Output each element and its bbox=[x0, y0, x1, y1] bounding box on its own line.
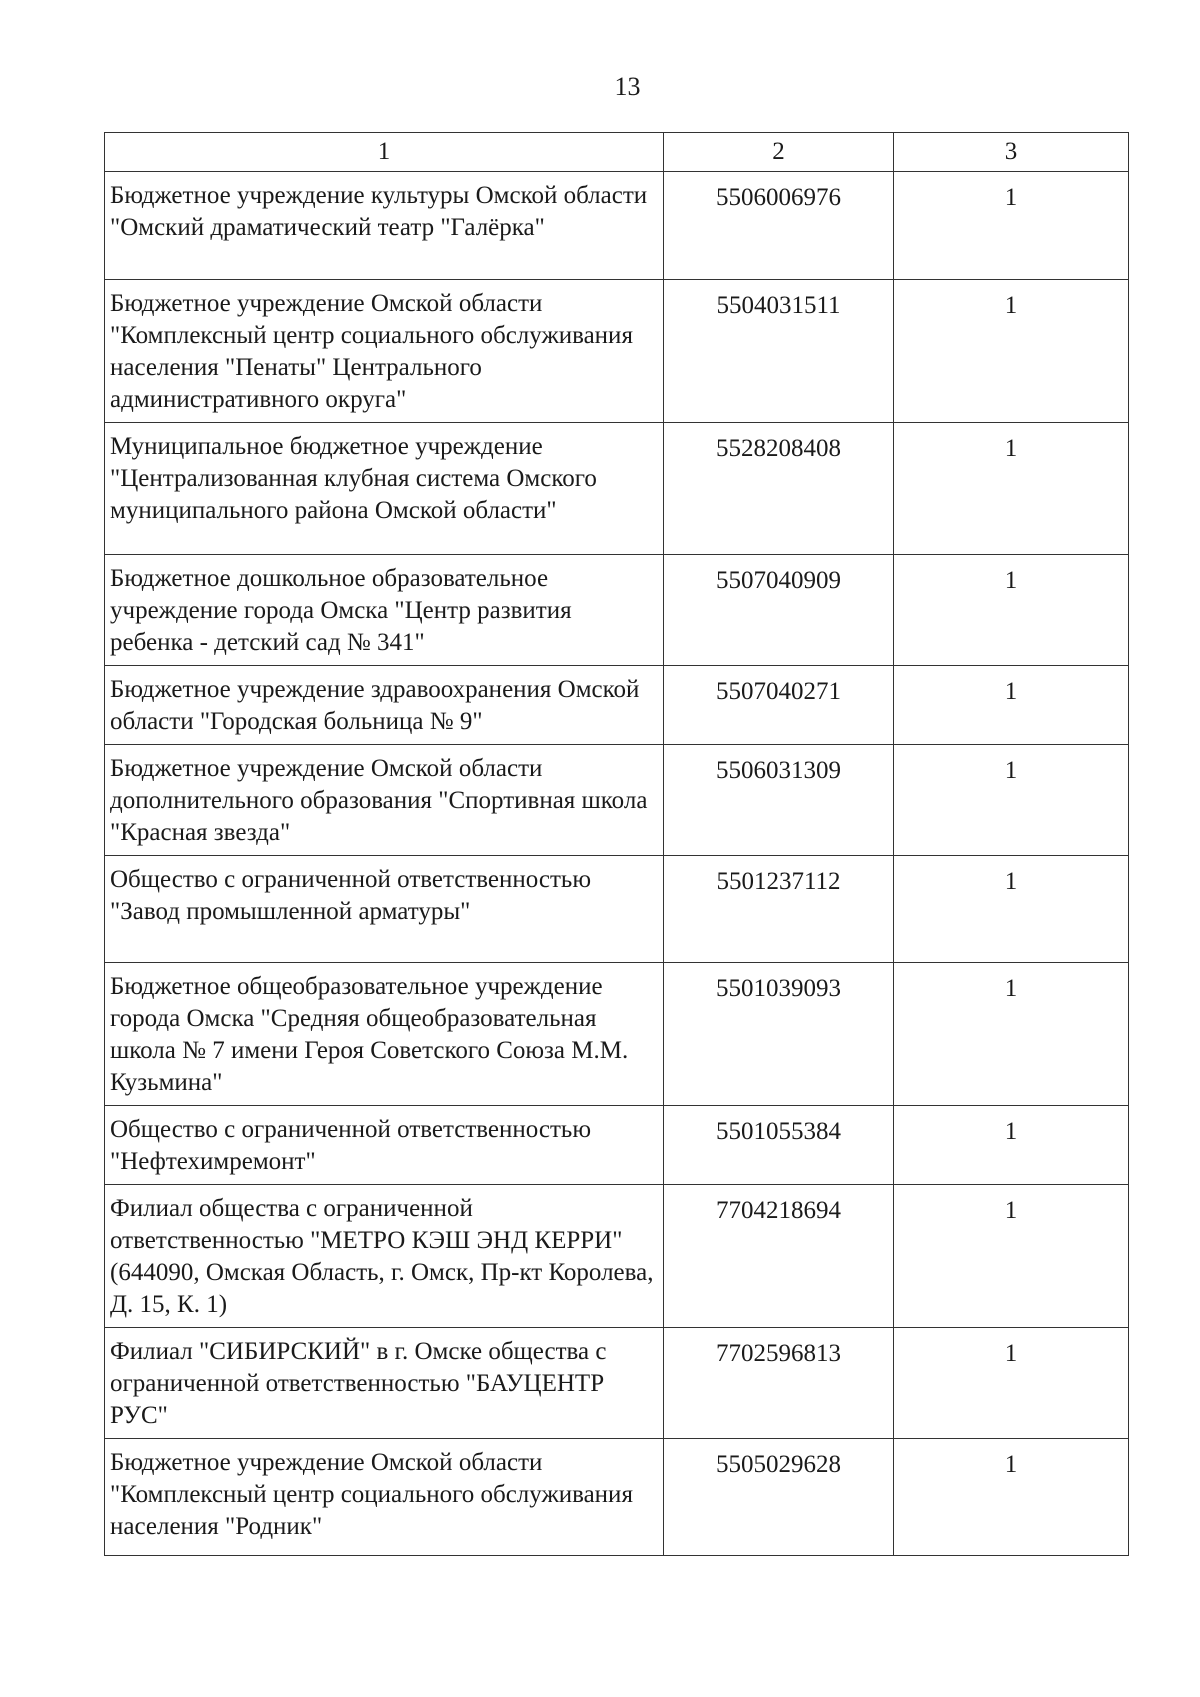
column-header-3: 3 bbox=[894, 133, 1129, 172]
table-row bbox=[105, 1439, 1129, 1556]
organization-inn: 7702596813 bbox=[664, 1328, 894, 1439]
quantity: 1 bbox=[894, 1439, 1129, 1556]
organization-name: Общество с ограниченной ответственностью "Завод промышленной арматуры" bbox=[105, 856, 664, 963]
table-row bbox=[105, 856, 1129, 963]
organization-name: Бюджетное учреждение Омской области дополнительного образования "Спортивная школа "Красная звезда" bbox=[105, 745, 664, 856]
organization-inn: 5507040909 bbox=[664, 555, 894, 666]
organization-name: Бюджетное учреждение Омской области "Комплексный центр социального обслуживания населения "Пенаты" Центрального административного округа" bbox=[105, 280, 664, 423]
table-row bbox=[105, 423, 1129, 555]
table-row bbox=[105, 280, 1129, 423]
table-row bbox=[105, 666, 1129, 745]
organization-name: Муниципальное бюджетное учреждение "Централизованная клубная система Омского муниципального района Омской области" bbox=[105, 423, 664, 555]
organization-inn: 5506006976 bbox=[664, 172, 894, 280]
quantity: 1 bbox=[894, 423, 1129, 555]
quantity: 1 bbox=[894, 1185, 1129, 1328]
table-row bbox=[105, 555, 1129, 666]
organization-inn: 5501039093 bbox=[664, 963, 894, 1106]
organization-name: Бюджетное учреждение Омской области "Комплексный центр социального обслуживания населения "Родник" bbox=[105, 1439, 664, 1556]
quantity: 1 bbox=[894, 745, 1129, 856]
organization-inn: 7704218694 bbox=[664, 1185, 894, 1328]
quantity: 1 bbox=[894, 280, 1129, 423]
table-row bbox=[105, 745, 1129, 856]
page-number: 13 bbox=[614, 72, 641, 101]
quantity: 1 bbox=[894, 963, 1129, 1106]
quantity: 1 bbox=[894, 1328, 1129, 1439]
organization-name: Бюджетное учреждение здравоохранения Омской области "Городская больница № 9" bbox=[105, 666, 664, 745]
organization-name: Филиал общества с ограниченной ответственностью "МЕТРО КЭШ ЭНД КЕРРИ" (644090, Омская Область, г. Омск, Пр-кт Королева, Д. 15, К. 1) bbox=[105, 1185, 664, 1328]
table-row bbox=[105, 963, 1129, 1106]
organization-inn: 5506031309 bbox=[664, 745, 894, 856]
organizations-table bbox=[104, 132, 1129, 1556]
organization-name: Филиал "СИБИРСКИЙ" в г. Омске общества с ограниченной ответственностью "БАУЦЕНТР РУС" bbox=[105, 1328, 664, 1439]
organization-name: Бюджетное учреждение культуры Омской области "Омский драматический театр "Галёрка" bbox=[105, 172, 664, 280]
organization-name: Бюджетное общеобразовательное учреждение города Омска "Средняя общеобразовательная школа № 7 имени Героя Советского Союза М.М. Кузьмина" bbox=[105, 963, 664, 1106]
quantity: 1 bbox=[894, 172, 1129, 280]
column-header-1: 1 bbox=[105, 133, 664, 172]
organization-inn: 5501237112 bbox=[664, 856, 894, 963]
table-row bbox=[105, 1328, 1129, 1439]
organization-inn: 5504031511 bbox=[664, 280, 894, 423]
organization-inn: 5528208408 bbox=[664, 423, 894, 555]
table-row bbox=[105, 1185, 1129, 1328]
table-header-row bbox=[105, 133, 1129, 172]
quantity: 1 bbox=[894, 555, 1129, 666]
organization-inn: 5507040271 bbox=[664, 666, 894, 745]
organization-name: Бюджетное дошкольное образовательное учреждение города Омска "Центр развития ребенка - детский сад № 341" bbox=[105, 555, 664, 666]
table-row bbox=[105, 172, 1129, 280]
column-header-2: 2 bbox=[664, 133, 894, 172]
organization-name: Общество с ограниченной ответственностью "Нефтехимремонт" bbox=[105, 1106, 664, 1185]
quantity: 1 bbox=[894, 666, 1129, 745]
organization-inn: 5505029628 bbox=[664, 1439, 894, 1556]
organization-inn: 5501055384 bbox=[664, 1106, 894, 1185]
quantity: 1 bbox=[894, 1106, 1129, 1185]
table-row bbox=[105, 1106, 1129, 1185]
quantity: 1 bbox=[894, 856, 1129, 963]
